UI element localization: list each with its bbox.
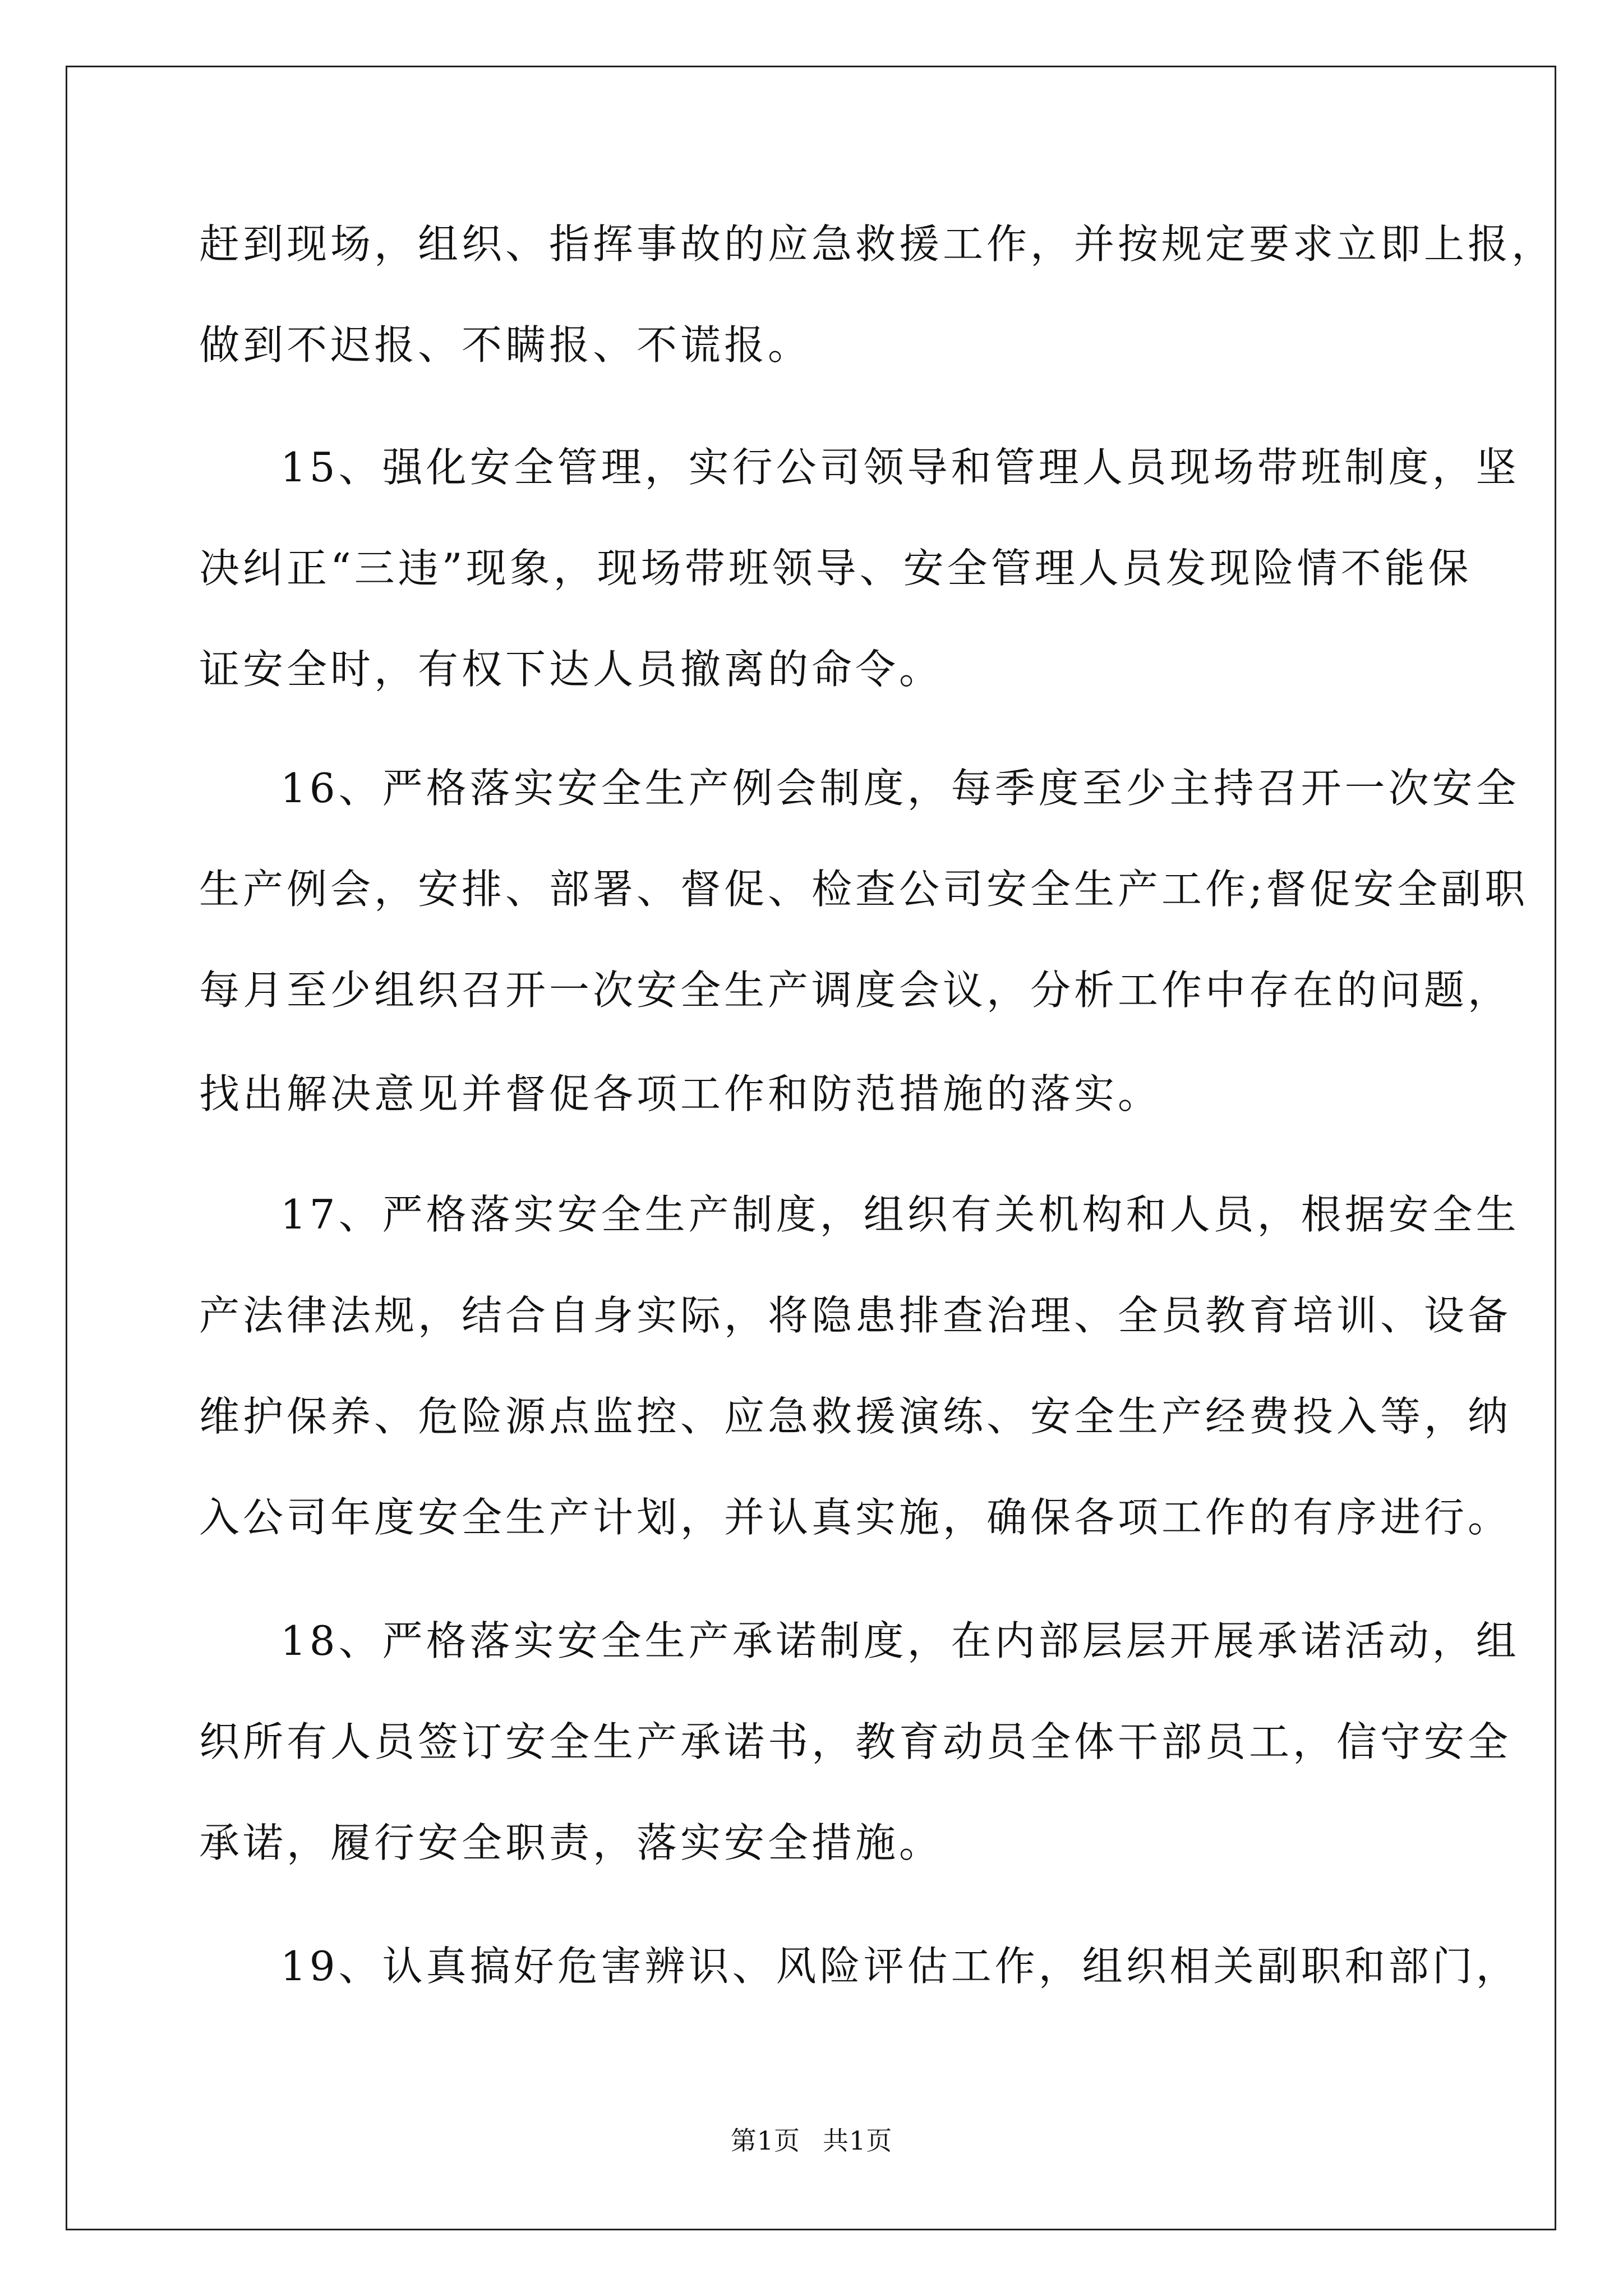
page-footer — [0, 2124, 1623, 2157]
text-line: 每月至少组织召开一次安全生产调度会议，分析工作中存在的问题， — [199, 967, 1512, 1014]
text-line: 织所有人员签订安全生产承诺书，教育动员全体干部员工，信守安全 — [199, 1718, 1512, 1765]
page-number: 第1页 — [730, 2125, 800, 2156]
paragraph-15-line: 15、强化安全管理，实行公司领导和管理人员现场带班制度，坚 — [280, 444, 1520, 491]
text-line: 生产例会，安排、部署、督促、检查公司安全生产工作;督促安全副职 — [199, 866, 1529, 913]
paragraph-17-line: 17、严格落实安全生产制度，组织有关机构和人员，根据安全生 — [280, 1191, 1520, 1238]
text-line: 决纠正“三违”现象，现场带班领导、安全管理人员发现险情不能保 — [199, 545, 1472, 592]
text-line: 产法律法规，结合自身实际，将隐患排查治理、全员教育培训、设备 — [199, 1292, 1512, 1339]
text-line: 找出解决意见并督促各项工作和防范措施的落实。 — [199, 1070, 1162, 1117]
paragraph-18-line: 18、严格落实安全生产承诺制度，在内部层层开展承诺活动，组 — [280, 1617, 1520, 1664]
page-total: 共1页 — [823, 2125, 893, 2156]
text-line: 维护保养、危险源点监控、应急救援演练、安全生产经费投入等，纳 — [199, 1393, 1512, 1440]
text-line: 承诺，履行安全职责，落实安全措施。 — [199, 1819, 943, 1866]
text-line: 做到不迟报、不瞒报、不谎报。 — [199, 321, 812, 369]
text-line: 赶到现场，组织、指挥事故的应急救援工作，并按规定要求立即上报， — [199, 220, 1556, 268]
text-line: 证安全时，有权下达人员撤离的命令。 — [199, 646, 943, 693]
paragraph-19-line: 19、认真搞好危害辨识、风险评估工作，组织相关副职和部门， — [280, 1943, 1520, 1990]
text-line: 入公司年度安全生产计划，并认真实施，确保各项工作的有序进行。 — [199, 1494, 1512, 1541]
paragraph-16-line: 16、严格落实安全生产例会制度，每季度至少主持召开一次安全 — [280, 765, 1520, 812]
